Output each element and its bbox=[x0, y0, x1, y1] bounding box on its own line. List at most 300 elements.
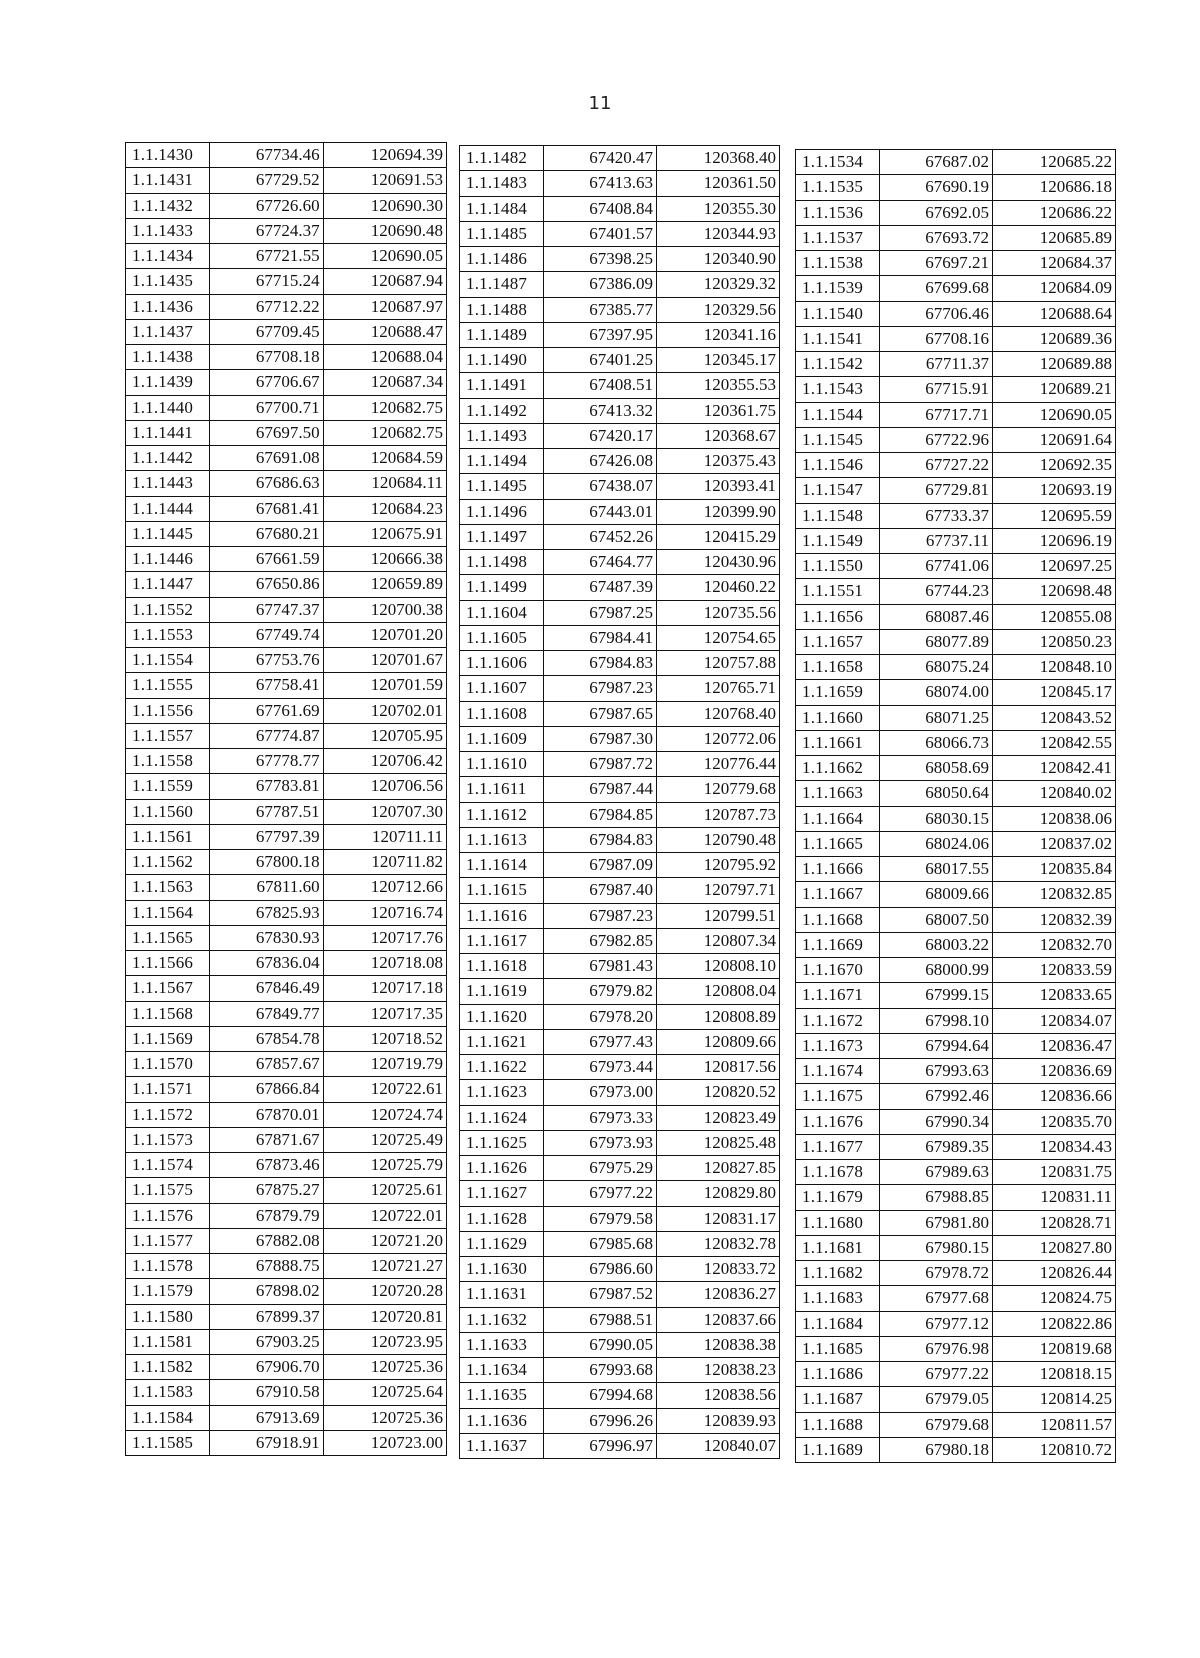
x-coordinate-cell: 67438.07 bbox=[544, 474, 657, 499]
y-coordinate-cell: 120705.95 bbox=[323, 723, 446, 748]
x-coordinate-cell: 67717.71 bbox=[880, 402, 993, 427]
point-id-cell: 1.1.1616 bbox=[460, 903, 544, 928]
y-coordinate-cell: 120698.48 bbox=[993, 579, 1116, 604]
y-coordinate-cell: 120716.74 bbox=[323, 900, 446, 925]
x-coordinate-cell: 67985.68 bbox=[544, 1231, 657, 1256]
y-coordinate-cell: 120765.71 bbox=[657, 676, 780, 701]
x-coordinate-cell: 68024.06 bbox=[880, 831, 993, 856]
point-id-cell: 1.1.1580 bbox=[126, 1304, 210, 1329]
table-row bbox=[460, 1257, 780, 1282]
x-coordinate-cell: 67811.60 bbox=[210, 875, 323, 900]
y-coordinate-cell: 120691.53 bbox=[323, 168, 446, 193]
y-coordinate-cell: 120837.02 bbox=[993, 831, 1116, 856]
point-id-cell: 1.1.1443 bbox=[126, 471, 210, 496]
point-id-cell: 1.1.1675 bbox=[796, 1084, 880, 1109]
y-coordinate-cell: 120684.37 bbox=[993, 251, 1116, 276]
y-coordinate-cell: 120838.06 bbox=[993, 806, 1116, 831]
point-id-cell: 1.1.1627 bbox=[460, 1181, 544, 1206]
y-coordinate-cell: 120824.75 bbox=[993, 1286, 1116, 1311]
y-coordinate-cell: 120838.56 bbox=[657, 1383, 780, 1408]
point-id-cell: 1.1.1576 bbox=[126, 1203, 210, 1228]
point-id-cell: 1.1.1539 bbox=[796, 276, 880, 301]
point-id-cell: 1.1.1483 bbox=[460, 171, 544, 196]
point-id-cell: 1.1.1567 bbox=[126, 976, 210, 1001]
table-row bbox=[796, 1033, 1116, 1058]
y-coordinate-cell: 120717.18 bbox=[323, 976, 446, 1001]
table-row bbox=[126, 572, 447, 597]
point-id-cell: 1.1.1609 bbox=[460, 726, 544, 751]
x-coordinate-cell: 67910.58 bbox=[210, 1380, 323, 1405]
point-id-cell: 1.1.1578 bbox=[126, 1254, 210, 1279]
y-coordinate-cell: 120790.48 bbox=[657, 827, 780, 852]
table-row bbox=[460, 954, 780, 979]
y-coordinate-cell: 120848.10 bbox=[993, 655, 1116, 680]
point-id-cell: 1.1.1445 bbox=[126, 521, 210, 546]
point-id-cell: 1.1.1568 bbox=[126, 1001, 210, 1026]
x-coordinate-cell: 67987.23 bbox=[544, 676, 657, 701]
point-id-cell: 1.1.1670 bbox=[796, 958, 880, 983]
x-coordinate-cell: 67706.46 bbox=[880, 301, 993, 326]
y-coordinate-cell: 120659.89 bbox=[323, 572, 446, 597]
y-coordinate-cell: 120361.50 bbox=[657, 171, 780, 196]
table-row bbox=[460, 1130, 780, 1155]
x-coordinate-cell: 67980.18 bbox=[880, 1437, 993, 1462]
x-coordinate-cell: 67978.20 bbox=[544, 1004, 657, 1029]
table-row bbox=[126, 1127, 447, 1152]
x-coordinate-cell: 67849.77 bbox=[210, 1001, 323, 1026]
table-row bbox=[126, 951, 447, 976]
table-row bbox=[460, 1055, 780, 1080]
table-row bbox=[796, 680, 1116, 705]
x-coordinate-cell: 67787.51 bbox=[210, 799, 323, 824]
table-row bbox=[126, 370, 447, 395]
x-coordinate-cell: 67979.68 bbox=[880, 1412, 993, 1437]
x-coordinate-cell: 67984.41 bbox=[544, 625, 657, 650]
x-coordinate-cell: 67747.37 bbox=[210, 597, 323, 622]
table-row bbox=[460, 827, 780, 852]
y-coordinate-cell: 120690.05 bbox=[993, 402, 1116, 427]
y-coordinate-cell: 120836.69 bbox=[993, 1059, 1116, 1084]
x-coordinate-cell: 68077.89 bbox=[880, 629, 993, 654]
y-coordinate-cell: 120718.52 bbox=[323, 1026, 446, 1051]
page-number: 11 bbox=[588, 93, 612, 114]
y-coordinate-cell: 120725.79 bbox=[323, 1153, 446, 1178]
y-coordinate-cell: 120711.82 bbox=[323, 850, 446, 875]
y-coordinate-cell: 120701.20 bbox=[323, 622, 446, 647]
table-row bbox=[796, 478, 1116, 503]
y-coordinate-cell: 120375.43 bbox=[657, 449, 780, 474]
x-coordinate-cell: 67758.41 bbox=[210, 673, 323, 698]
point-id-cell: 1.1.1575 bbox=[126, 1178, 210, 1203]
y-coordinate-cell: 120712.66 bbox=[323, 875, 446, 900]
table-row bbox=[126, 143, 447, 168]
y-coordinate-cell: 120692.35 bbox=[993, 453, 1116, 478]
x-coordinate-cell: 68009.66 bbox=[880, 882, 993, 907]
point-id-cell: 1.1.1656 bbox=[796, 604, 880, 629]
point-id-cell: 1.1.1661 bbox=[796, 730, 880, 755]
y-coordinate-cell: 120725.64 bbox=[323, 1380, 446, 1405]
table-row bbox=[126, 824, 447, 849]
table-row bbox=[126, 446, 447, 471]
table-row bbox=[460, 550, 780, 575]
table-row bbox=[126, 193, 447, 218]
y-coordinate-cell: 120840.07 bbox=[657, 1433, 780, 1458]
point-id-cell: 1.1.1625 bbox=[460, 1130, 544, 1155]
x-coordinate-cell: 67408.51 bbox=[544, 373, 657, 398]
table-row bbox=[796, 882, 1116, 907]
x-coordinate-cell: 67987.23 bbox=[544, 903, 657, 928]
y-coordinate-cell: 120329.32 bbox=[657, 272, 780, 297]
point-id-cell: 1.1.1565 bbox=[126, 925, 210, 950]
table-row bbox=[796, 326, 1116, 351]
y-coordinate-cell: 120842.55 bbox=[993, 730, 1116, 755]
point-id-cell: 1.1.1492 bbox=[460, 398, 544, 423]
table-row bbox=[126, 1228, 447, 1253]
x-coordinate-cell: 67979.58 bbox=[544, 1206, 657, 1231]
x-coordinate-cell: 67722.96 bbox=[880, 427, 993, 452]
point-id-cell: 1.1.1635 bbox=[460, 1383, 544, 1408]
point-id-cell: 1.1.1614 bbox=[460, 853, 544, 878]
y-coordinate-cell: 120833.65 bbox=[993, 983, 1116, 1008]
y-coordinate-cell: 120835.84 bbox=[993, 857, 1116, 882]
point-id-cell: 1.1.1544 bbox=[796, 402, 880, 427]
point-id-cell: 1.1.1619 bbox=[460, 979, 544, 1004]
y-coordinate-cell: 120820.52 bbox=[657, 1080, 780, 1105]
table-row bbox=[796, 1286, 1116, 1311]
y-coordinate-cell: 120735.56 bbox=[657, 600, 780, 625]
x-coordinate-cell: 67733.37 bbox=[880, 503, 993, 528]
point-id-cell: 1.1.1490 bbox=[460, 348, 544, 373]
table-row bbox=[796, 831, 1116, 856]
point-id-cell: 1.1.1626 bbox=[460, 1156, 544, 1181]
table-row bbox=[796, 907, 1116, 932]
y-coordinate-cell: 120724.74 bbox=[323, 1102, 446, 1127]
point-id-cell: 1.1.1536 bbox=[796, 200, 880, 225]
table-row bbox=[126, 749, 447, 774]
y-coordinate-cell: 120689.36 bbox=[993, 326, 1116, 351]
x-coordinate-cell: 67443.01 bbox=[544, 499, 657, 524]
x-coordinate-cell: 67426.08 bbox=[544, 449, 657, 474]
x-coordinate-cell: 67729.52 bbox=[210, 168, 323, 193]
table-row bbox=[460, 322, 780, 347]
point-id-cell: 1.1.1434 bbox=[126, 244, 210, 269]
point-id-cell: 1.1.1679 bbox=[796, 1185, 880, 1210]
y-coordinate-cell: 120817.56 bbox=[657, 1055, 780, 1080]
point-id-cell: 1.1.1621 bbox=[460, 1029, 544, 1054]
y-coordinate-cell: 120675.91 bbox=[323, 521, 446, 546]
y-coordinate-cell: 120832.78 bbox=[657, 1231, 780, 1256]
point-id-cell: 1.1.1549 bbox=[796, 528, 880, 553]
x-coordinate-cell: 67464.77 bbox=[544, 550, 657, 575]
table-row bbox=[460, 449, 780, 474]
y-coordinate-cell: 120687.97 bbox=[323, 294, 446, 319]
point-id-cell: 1.1.1491 bbox=[460, 373, 544, 398]
x-coordinate-cell: 67726.60 bbox=[210, 193, 323, 218]
x-coordinate-cell: 67984.85 bbox=[544, 802, 657, 827]
y-coordinate-cell: 120696.19 bbox=[993, 528, 1116, 553]
table-row bbox=[126, 723, 447, 748]
point-id-cell: 1.1.1662 bbox=[796, 756, 880, 781]
x-coordinate-cell: 67385.77 bbox=[544, 297, 657, 322]
point-id-cell: 1.1.1484 bbox=[460, 196, 544, 221]
point-id-cell: 1.1.1485 bbox=[460, 221, 544, 246]
y-coordinate-cell: 120832.39 bbox=[993, 907, 1116, 932]
x-coordinate-cell: 67846.49 bbox=[210, 976, 323, 1001]
x-coordinate-cell: 67978.72 bbox=[880, 1261, 993, 1286]
x-coordinate-cell: 67977.22 bbox=[544, 1181, 657, 1206]
x-coordinate-cell: 67986.60 bbox=[544, 1257, 657, 1282]
point-id-cell: 1.1.1583 bbox=[126, 1380, 210, 1405]
table-row bbox=[460, 474, 780, 499]
y-coordinate-cell: 120840.02 bbox=[993, 781, 1116, 806]
point-id-cell: 1.1.1432 bbox=[126, 193, 210, 218]
y-coordinate-cell: 120809.66 bbox=[657, 1029, 780, 1054]
x-coordinate-cell: 67721.55 bbox=[210, 244, 323, 269]
x-coordinate-cell: 67854.78 bbox=[210, 1026, 323, 1051]
table-row bbox=[796, 705, 1116, 730]
point-id-cell: 1.1.1540 bbox=[796, 301, 880, 326]
table-row bbox=[126, 420, 447, 445]
x-coordinate-cell: 67870.01 bbox=[210, 1102, 323, 1127]
table-row bbox=[460, 196, 780, 221]
x-coordinate-cell: 67882.08 bbox=[210, 1228, 323, 1253]
table-row bbox=[460, 171, 780, 196]
point-id-cell: 1.1.1623 bbox=[460, 1080, 544, 1105]
table-row bbox=[460, 1029, 780, 1054]
point-id-cell: 1.1.1535 bbox=[796, 175, 880, 200]
point-id-cell: 1.1.1446 bbox=[126, 547, 210, 572]
y-coordinate-cell: 120689.21 bbox=[993, 377, 1116, 402]
point-id-cell: 1.1.1660 bbox=[796, 705, 880, 730]
table-row bbox=[126, 622, 447, 647]
point-id-cell: 1.1.1566 bbox=[126, 951, 210, 976]
y-coordinate-cell: 120706.56 bbox=[323, 774, 446, 799]
point-id-cell: 1.1.1547 bbox=[796, 478, 880, 503]
x-coordinate-cell: 67697.50 bbox=[210, 420, 323, 445]
table-row bbox=[460, 878, 780, 903]
x-coordinate-cell: 68003.22 bbox=[880, 932, 993, 957]
y-coordinate-cell: 120684.23 bbox=[323, 496, 446, 521]
table-row bbox=[796, 528, 1116, 553]
x-coordinate-cell: 68007.50 bbox=[880, 907, 993, 932]
table-row bbox=[460, 1332, 780, 1357]
x-coordinate-cell: 67879.79 bbox=[210, 1203, 323, 1228]
point-id-cell: 1.1.1628 bbox=[460, 1206, 544, 1231]
table-row bbox=[796, 1109, 1116, 1134]
point-id-cell: 1.1.1607 bbox=[460, 676, 544, 701]
point-id-cell: 1.1.1665 bbox=[796, 831, 880, 856]
y-coordinate-cell: 120694.39 bbox=[323, 143, 446, 168]
y-coordinate-cell: 120690.30 bbox=[323, 193, 446, 218]
x-coordinate-cell: 68000.99 bbox=[880, 958, 993, 983]
y-coordinate-cell: 120329.56 bbox=[657, 297, 780, 322]
table-row bbox=[796, 200, 1116, 225]
x-coordinate-cell: 67700.71 bbox=[210, 395, 323, 420]
point-id-cell: 1.1.1630 bbox=[460, 1257, 544, 1282]
x-coordinate-cell: 67899.37 bbox=[210, 1304, 323, 1329]
y-coordinate-cell: 120686.18 bbox=[993, 175, 1116, 200]
x-coordinate-cell: 68075.24 bbox=[880, 655, 993, 680]
x-coordinate-cell: 67918.91 bbox=[210, 1430, 323, 1455]
y-coordinate-cell: 120690.48 bbox=[323, 218, 446, 243]
point-id-cell: 1.1.1569 bbox=[126, 1026, 210, 1051]
y-coordinate-cell: 120340.90 bbox=[657, 247, 780, 272]
y-coordinate-cell: 120850.23 bbox=[993, 629, 1116, 654]
table-row bbox=[126, 673, 447, 698]
y-coordinate-cell: 120368.67 bbox=[657, 423, 780, 448]
table-row bbox=[460, 853, 780, 878]
y-coordinate-cell: 120691.64 bbox=[993, 427, 1116, 452]
y-coordinate-cell: 120393.41 bbox=[657, 474, 780, 499]
x-coordinate-cell: 67692.05 bbox=[880, 200, 993, 225]
table-row bbox=[796, 1362, 1116, 1387]
x-coordinate-cell: 67420.17 bbox=[544, 423, 657, 448]
y-coordinate-cell: 120797.71 bbox=[657, 878, 780, 903]
x-coordinate-cell: 67984.83 bbox=[544, 651, 657, 676]
point-id-cell: 1.1.1494 bbox=[460, 449, 544, 474]
point-id-cell: 1.1.1442 bbox=[126, 446, 210, 471]
y-coordinate-cell: 120725.36 bbox=[323, 1405, 446, 1430]
table-row bbox=[796, 276, 1116, 301]
table-row bbox=[460, 651, 780, 676]
table-row bbox=[126, 1077, 447, 1102]
y-coordinate-cell: 120723.00 bbox=[323, 1430, 446, 1455]
point-id-cell: 1.1.1629 bbox=[460, 1231, 544, 1256]
x-coordinate-cell: 68017.55 bbox=[880, 857, 993, 882]
y-coordinate-cell: 120831.75 bbox=[993, 1160, 1116, 1185]
y-coordinate-cell: 120836.66 bbox=[993, 1084, 1116, 1109]
table-row bbox=[796, 629, 1116, 654]
y-coordinate-cell: 120808.04 bbox=[657, 979, 780, 1004]
y-coordinate-cell: 120829.80 bbox=[657, 1181, 780, 1206]
y-coordinate-cell: 120717.35 bbox=[323, 1001, 446, 1026]
table-row bbox=[796, 1336, 1116, 1361]
y-coordinate-cell: 120828.71 bbox=[993, 1210, 1116, 1235]
y-coordinate-cell: 120690.05 bbox=[323, 244, 446, 269]
x-coordinate-cell: 67903.25 bbox=[210, 1329, 323, 1354]
table-row bbox=[460, 575, 780, 600]
x-coordinate-cell: 67401.57 bbox=[544, 221, 657, 246]
y-coordinate-cell: 120839.93 bbox=[657, 1408, 780, 1433]
point-id-cell: 1.1.1571 bbox=[126, 1077, 210, 1102]
x-coordinate-cell: 67988.85 bbox=[880, 1185, 993, 1210]
y-coordinate-cell: 120795.92 bbox=[657, 853, 780, 878]
table-row bbox=[796, 1008, 1116, 1033]
point-id-cell: 1.1.1553 bbox=[126, 622, 210, 647]
table-row bbox=[126, 547, 447, 572]
x-coordinate-cell: 67661.59 bbox=[210, 547, 323, 572]
point-id-cell: 1.1.1498 bbox=[460, 550, 544, 575]
x-coordinate-cell: 67990.05 bbox=[544, 1332, 657, 1357]
point-id-cell: 1.1.1447 bbox=[126, 572, 210, 597]
x-coordinate-cell: 67866.84 bbox=[210, 1077, 323, 1102]
point-id-cell: 1.1.1548 bbox=[796, 503, 880, 528]
table-row bbox=[460, 928, 780, 953]
coordinate-table-right bbox=[795, 149, 1116, 1463]
point-id-cell: 1.1.1499 bbox=[460, 575, 544, 600]
x-coordinate-cell: 67708.18 bbox=[210, 345, 323, 370]
x-coordinate-cell: 67452.26 bbox=[544, 524, 657, 549]
y-coordinate-cell: 120807.34 bbox=[657, 928, 780, 953]
point-id-cell: 1.1.1674 bbox=[796, 1059, 880, 1084]
x-coordinate-cell: 67973.44 bbox=[544, 1055, 657, 1080]
y-coordinate-cell: 120725.49 bbox=[323, 1127, 446, 1152]
y-coordinate-cell: 120787.73 bbox=[657, 802, 780, 827]
x-coordinate-cell: 67413.63 bbox=[544, 171, 657, 196]
y-coordinate-cell: 120823.49 bbox=[657, 1105, 780, 1130]
x-coordinate-cell: 67993.68 bbox=[544, 1358, 657, 1383]
x-coordinate-cell: 67397.95 bbox=[544, 322, 657, 347]
y-coordinate-cell: 120776.44 bbox=[657, 752, 780, 777]
table-row bbox=[796, 806, 1116, 831]
y-coordinate-cell: 120685.89 bbox=[993, 225, 1116, 250]
y-coordinate-cell: 120768.40 bbox=[657, 701, 780, 726]
y-coordinate-cell: 120688.47 bbox=[323, 319, 446, 344]
table-row bbox=[126, 345, 447, 370]
point-id-cell: 1.1.1489 bbox=[460, 322, 544, 347]
table-row bbox=[796, 554, 1116, 579]
table-row bbox=[126, 900, 447, 925]
y-coordinate-cell: 120666.38 bbox=[323, 547, 446, 572]
point-id-cell: 1.1.1620 bbox=[460, 1004, 544, 1029]
x-coordinate-cell: 67977.22 bbox=[880, 1362, 993, 1387]
point-id-cell: 1.1.1584 bbox=[126, 1405, 210, 1430]
y-coordinate-cell: 120831.17 bbox=[657, 1206, 780, 1231]
point-id-cell: 1.1.1683 bbox=[796, 1286, 880, 1311]
y-coordinate-cell: 120344.93 bbox=[657, 221, 780, 246]
x-coordinate-cell: 67973.93 bbox=[544, 1130, 657, 1155]
x-coordinate-cell: 67699.68 bbox=[880, 276, 993, 301]
point-id-cell: 1.1.1437 bbox=[126, 319, 210, 344]
x-coordinate-cell: 67408.84 bbox=[544, 196, 657, 221]
point-id-cell: 1.1.1669 bbox=[796, 932, 880, 957]
point-id-cell: 1.1.1637 bbox=[460, 1433, 544, 1458]
x-coordinate-cell: 67999.15 bbox=[880, 983, 993, 1008]
table-row bbox=[460, 726, 780, 751]
x-coordinate-cell: 67973.00 bbox=[544, 1080, 657, 1105]
table-row bbox=[126, 1102, 447, 1127]
point-id-cell: 1.1.1687 bbox=[796, 1387, 880, 1412]
x-coordinate-cell: 67984.83 bbox=[544, 827, 657, 852]
table-row bbox=[460, 373, 780, 398]
point-id-cell: 1.1.1582 bbox=[126, 1355, 210, 1380]
table-row bbox=[796, 1235, 1116, 1260]
point-id-cell: 1.1.1612 bbox=[460, 802, 544, 827]
y-coordinate-cell: 120842.41 bbox=[993, 756, 1116, 781]
point-id-cell: 1.1.1570 bbox=[126, 1052, 210, 1077]
point-id-cell: 1.1.1658 bbox=[796, 655, 880, 680]
y-coordinate-cell: 120689.88 bbox=[993, 352, 1116, 377]
table-row bbox=[460, 625, 780, 650]
x-coordinate-cell: 67697.21 bbox=[880, 251, 993, 276]
x-coordinate-cell: 67977.68 bbox=[880, 1286, 993, 1311]
y-coordinate-cell: 120718.08 bbox=[323, 951, 446, 976]
table-row bbox=[126, 1279, 447, 1304]
table-row bbox=[126, 925, 447, 950]
point-id-cell: 1.1.1622 bbox=[460, 1055, 544, 1080]
table-row bbox=[126, 1380, 447, 1405]
table-row bbox=[796, 175, 1116, 200]
x-coordinate-cell: 67774.87 bbox=[210, 723, 323, 748]
table-row bbox=[796, 377, 1116, 402]
table-row bbox=[460, 221, 780, 246]
x-coordinate-cell: 67709.45 bbox=[210, 319, 323, 344]
point-id-cell: 1.1.1688 bbox=[796, 1412, 880, 1437]
x-coordinate-cell: 67712.22 bbox=[210, 294, 323, 319]
y-coordinate-cell: 120808.10 bbox=[657, 954, 780, 979]
y-coordinate-cell: 120810.72 bbox=[993, 1437, 1116, 1462]
y-coordinate-cell: 120835.70 bbox=[993, 1109, 1116, 1134]
